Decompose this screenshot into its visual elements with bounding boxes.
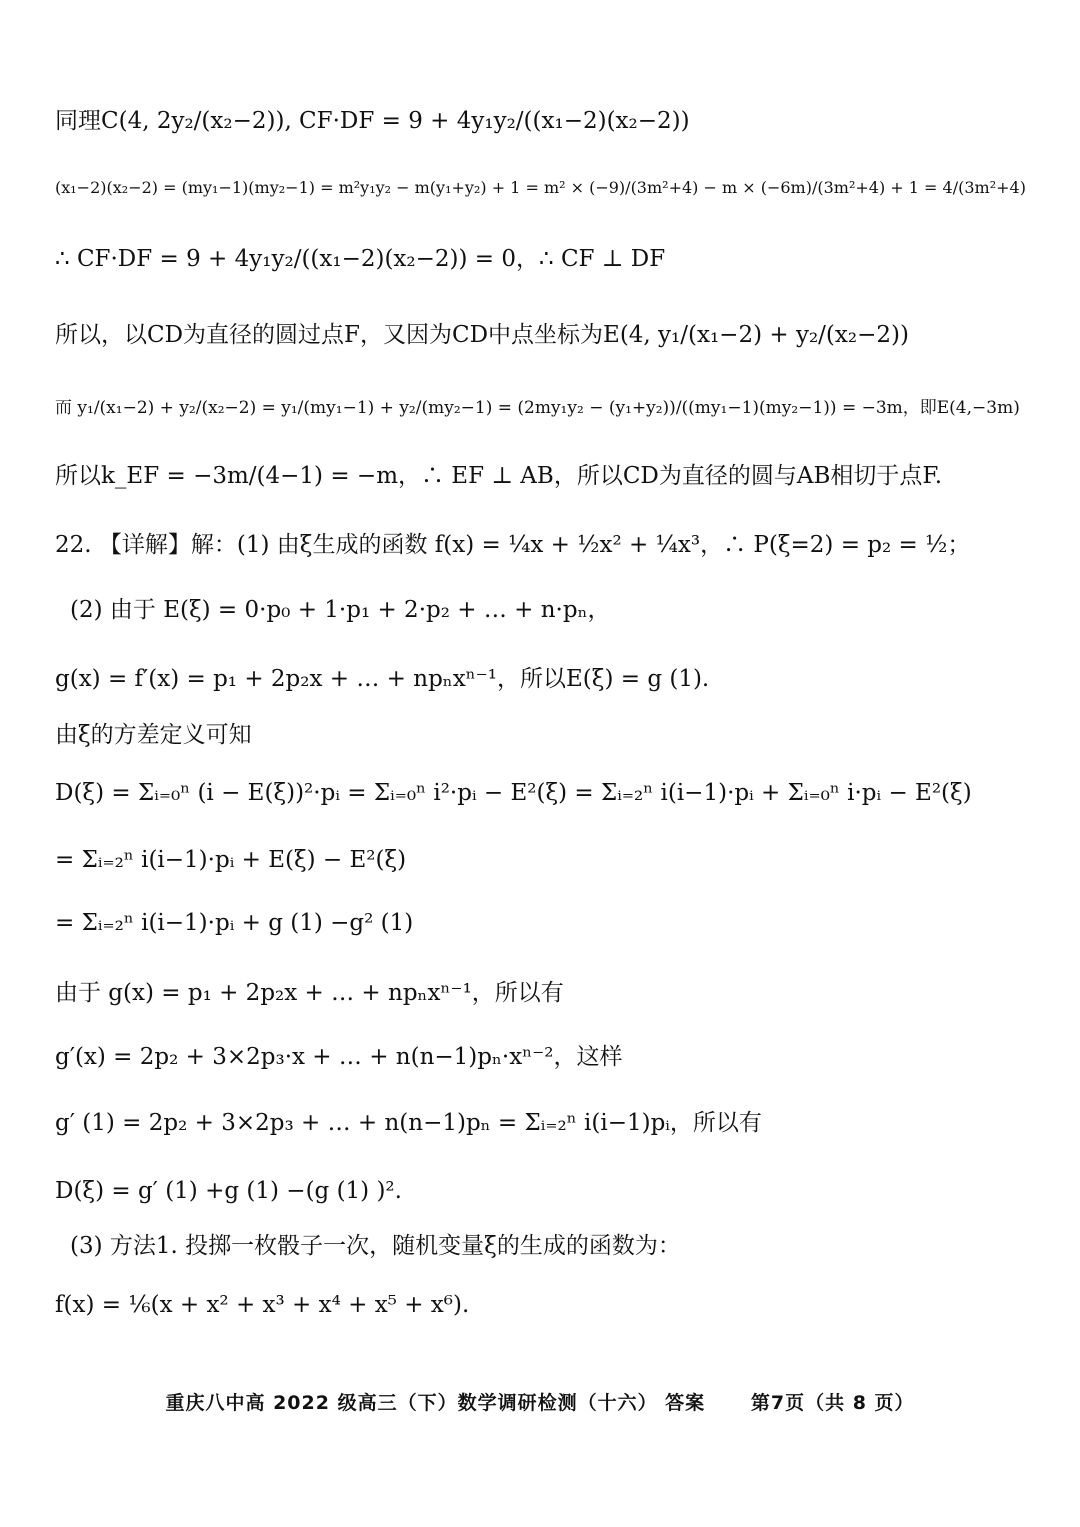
text-line-12: = Σᵢ₌₂ⁿ i(i−1)·pᵢ + E(ξ) − E²(ξ) bbox=[55, 847, 407, 873]
text-line-4: 所以，以CD为直径的圆过点F，又因为CD中点坐标为E(4, y₁/(x₁−2) + y₂/(x₂−2)) bbox=[55, 322, 909, 348]
text-line-6: 所以k_EF = −3m/(4−1) = −m，∴ EF ⊥ AB，所以CD为直径的圆与AB相切于点F. bbox=[55, 463, 943, 489]
text-line-1: 同理C(4, 2y₂/(x₂−2)), CF·DF = 9 + 4y₁y₂/((x₁−2)(x₂−2)) bbox=[55, 108, 690, 134]
text-line-7: 22. 【详解】解：(1) 由ξ生成的函数 f(x) = ¼x + ½x² + ¼x³，∴ P(ξ=2) = p₂ = ½； bbox=[55, 532, 971, 558]
text-line-9: g(x) = f′(x) = p₁ + 2p₂x + … + npₙxⁿ⁻¹，所以E(ξ) = g (1). bbox=[55, 666, 710, 692]
text-line-15: g′(x) = 2p₂ + 3×2p₃·x + … + n(n−1)pₙ·xⁿ⁻²，这样 bbox=[55, 1044, 623, 1070]
text-line-17: D(ξ) = g′ (1) +g (1) −(g (1) )². bbox=[55, 1178, 402, 1204]
text-line-18: (3) 方法1. 投掷一枚骰子一次，随机变量ξ的生成的函数为： bbox=[70, 1233, 681, 1259]
text-line-13: = Σᵢ₌₂ⁿ i(i−1)·pᵢ + g (1) −g² (1) bbox=[55, 910, 414, 936]
text-line-2: (x₁−2)(x₂−2) = (my₁−1)(my₂−1) = m²y₁y₂ − m(y₁+y₂) + 1 = m² × (−9)/(3m²+4) − m × (−6m)/(3m²+4) + 1 = 4/(3m²+4) bbox=[55, 178, 1026, 197]
page-footer: 重庆八中高 2022 级高三（下）数学调研检测（十六） 答案 第7页（共 8 页） bbox=[165, 1392, 915, 1414]
text-line-10: 由ξ的方差定义可知 bbox=[55, 722, 252, 748]
text-line-8: (2) 由于 E(ξ) = 0·p₀ + 1·p₁ + 2·p₂ + … + n·pₙ， bbox=[70, 597, 611, 623]
text-line-19: f(x) = ⅙(x + x² + x³ + x⁴ + x⁵ + x⁶). bbox=[55, 1292, 470, 1318]
text-line-16: g′ (1) = 2p₂ + 3×2p₃ + … + n(n−1)pₙ = Σᵢ₌₂ⁿ i(i−1)pᵢ，所以有 bbox=[55, 1110, 762, 1136]
text-line-11: D(ξ) = Σᵢ₌₀ⁿ (i − E(ξ))²·pᵢ = Σᵢ₌₀ⁿ i²·pᵢ − E²(ξ) = Σᵢ₌₂ⁿ i(i−1)·pᵢ + Σᵢ₌₀ⁿ i·pᵢ − E²(ξ) bbox=[55, 780, 972, 806]
text-line-5: 而 y₁/(x₁−2) + y₂/(x₂−2) = y₁/(my₁−1) + y₂/(my₂−1) = (2my₁y₂ − (y₁+y₂))/((my₁−1)(my₂−1)) = −3m，即E(4,−3m) bbox=[55, 398, 1020, 418]
text-line-14: 由于 g(x) = p₁ + 2p₂x + … + npₙxⁿ⁻¹，所以有 bbox=[55, 980, 564, 1006]
text-line-3: ∴ CF·DF = 9 + 4y₁y₂/((x₁−2)(x₂−2)) = 0，∴ CF ⊥ DF bbox=[55, 246, 666, 272]
